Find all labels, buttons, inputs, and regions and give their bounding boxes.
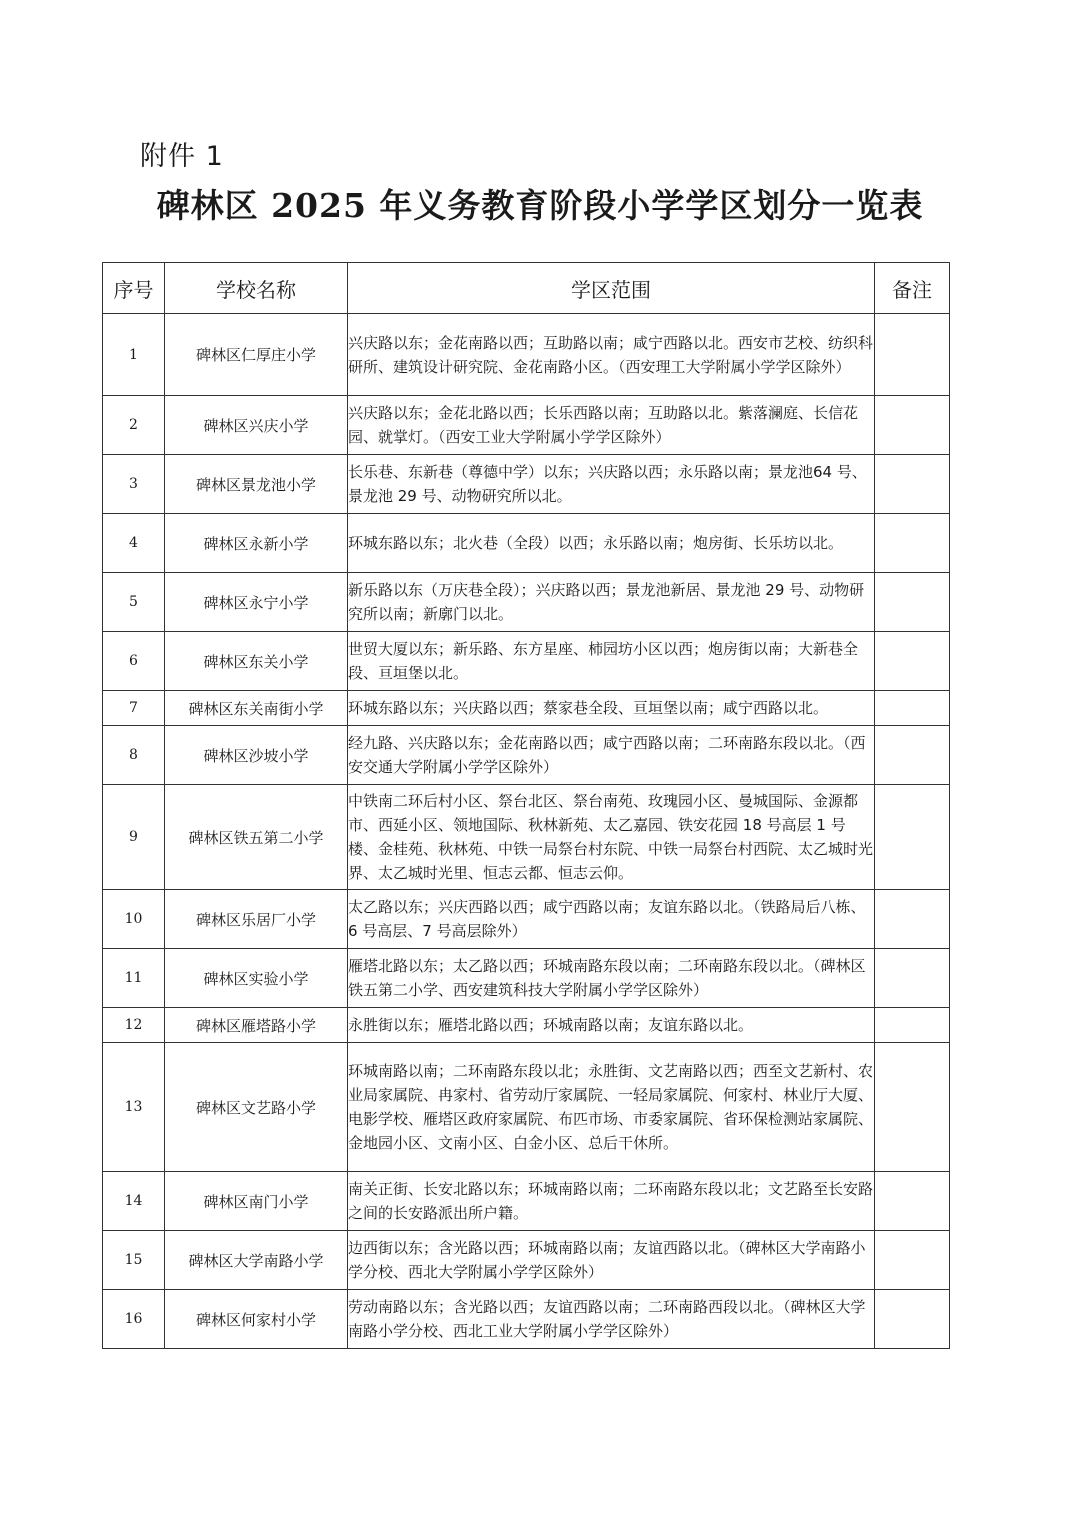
row-index: 12	[103, 1008, 165, 1043]
row-index: 16	[103, 1290, 165, 1349]
row-note	[875, 314, 950, 396]
row-index: 14	[103, 1172, 165, 1231]
row-range: 中铁南二环后村小区、祭台北区、祭台南苑、玫瑰园小区、曼城国际、金源都市、西延小区、领地国际、秋林新苑、太乙嘉园、铁安花园 18 号高层 1 号楼、金桂苑、秋林苑、中铁一局祭台村东院、中铁一局祭台村西院、太乙城时光界、太乙城时光里、恒志云都、恒志云仰。	[348, 785, 875, 890]
school-district-table	[102, 262, 950, 1349]
row-range: 环城南路以南；二环南路东段以北；永胜街、文艺南路以西；西至文艺新村、农业局家属院、冉家村、省劳动厅家属院、一轻局家属院、何家村、林业厅大厦、电影学校、雁塔区政府家属院、布匹市场、市委家属院、省环保检测站家属院、金地园小区、文南小区、白金小区、总后干休所。	[348, 1043, 875, 1172]
row-note	[875, 455, 950, 514]
table-row	[103, 632, 950, 691]
table-row	[103, 514, 950, 573]
row-range: 经九路、兴庆路以东；金花南路以西；咸宁西路以南；二环南路东段以北。（西安交通大学附属小学学区除外）	[348, 726, 875, 785]
table-row	[103, 396, 950, 455]
table-row	[103, 573, 950, 632]
table-row	[103, 1172, 950, 1231]
table-row	[103, 1290, 950, 1349]
row-range: 劳动南路以东；含光路以西；友谊西路以南；二环南路西段以北。（碑林区大学南路小学分校、西北工业大学附属小学学区除外）	[348, 1290, 875, 1349]
page-title: 碑林区 2025 年义务教育阶段小学学区划分一览表	[156, 186, 924, 225]
row-range: 世贸大厦以东；新乐路、东方星座、柿园坊小区以西；炮房街以南；大新巷全段、亘垣堡以北。	[348, 632, 875, 691]
table-header-row	[103, 263, 950, 314]
row-index: 15	[103, 1231, 165, 1290]
table-row	[103, 1231, 950, 1290]
row-school: 碑林区东关南街小学	[165, 691, 348, 726]
header-school: 学校名称	[165, 263, 348, 314]
row-school: 碑林区铁五第二小学	[165, 785, 348, 890]
row-school: 碑林区文艺路小学	[165, 1043, 348, 1172]
row-school: 碑林区沙坡小学	[165, 726, 348, 785]
row-school: 碑林区仁厚庄小学	[165, 314, 348, 396]
row-note	[875, 396, 950, 455]
table-row	[103, 726, 950, 785]
row-school: 碑林区景龙池小学	[165, 455, 348, 514]
row-range: 新乐路以东（万庆巷全段）；兴庆路以西；景龙池新居、景龙池 29 号、动物研究所以南；新廓门以北。	[348, 573, 875, 632]
header-range: 学区范围	[348, 263, 875, 314]
table-row	[103, 890, 950, 949]
header-note: 备注	[875, 263, 950, 314]
row-note	[875, 1172, 950, 1231]
row-index: 2	[103, 396, 165, 455]
row-note	[875, 1043, 950, 1172]
row-range: 环城东路以东；兴庆路以西；蔡家巷全段、亘垣堡以南；咸宁西路以北。	[348, 691, 875, 726]
row-index: 8	[103, 726, 165, 785]
row-index: 9	[103, 785, 165, 890]
table-row	[103, 949, 950, 1008]
row-school: 碑林区大学南路小学	[165, 1231, 348, 1290]
row-note	[875, 691, 950, 726]
row-range: 雁塔北路以东；太乙路以西；环城南路东段以南；二环南路东段以北。（碑林区铁五第二小学、西安建筑科技大学附属小学学区除外）	[348, 949, 875, 1008]
row-range: 太乙路以东；兴庆西路以西；咸宁西路以南；友谊东路以北。（铁路局后八栋、6 号高层、7 号高层除外）	[348, 890, 875, 949]
row-index: 1	[103, 314, 165, 396]
row-note	[875, 632, 950, 691]
table-row	[103, 785, 950, 890]
row-index: 4	[103, 514, 165, 573]
row-school: 碑林区实验小学	[165, 949, 348, 1008]
header-index: 序号	[103, 263, 165, 314]
row-range: 长乐巷、东新巷（尊德中学）以东；兴庆路以西；永乐路以南；景龙池64 号、景龙池 29 号、动物研究所以北。	[348, 455, 875, 514]
row-note	[875, 1231, 950, 1290]
table-row	[103, 455, 950, 514]
row-index: 10	[103, 890, 165, 949]
row-school: 碑林区永新小学	[165, 514, 348, 573]
row-note	[875, 514, 950, 573]
table-row	[103, 691, 950, 726]
row-note	[875, 949, 950, 1008]
attachment-label: 附件 1	[140, 141, 224, 172]
row-school: 碑林区南门小学	[165, 1172, 348, 1231]
row-index: 11	[103, 949, 165, 1008]
table-row	[103, 1008, 950, 1043]
row-range: 兴庆路以东；金花南路以西；互助路以南；咸宁西路以北。西安市艺校、纺织科研所、建筑设计研究院、金花南路小区。（西安理工大学附属小学学区除外）	[348, 314, 875, 396]
row-note	[875, 1290, 950, 1349]
row-index: 13	[103, 1043, 165, 1172]
row-range: 边西街以东；含光路以西；环城南路以南；友谊西路以北。（碑林区大学南路小学分校、西北大学附属小学学区除外）	[348, 1231, 875, 1290]
row-school: 碑林区雁塔路小学	[165, 1008, 348, 1043]
table-row	[103, 314, 950, 396]
row-range: 兴庆路以东；金花北路以西；长乐西路以南；互助路以北。紫落澜庭、长信花园、就掌灯。（西安工业大学附属小学学区除外）	[348, 396, 875, 455]
row-note	[875, 726, 950, 785]
row-note	[875, 890, 950, 949]
row-note	[875, 785, 950, 890]
table-row	[103, 1043, 950, 1172]
row-index: 7	[103, 691, 165, 726]
row-index: 3	[103, 455, 165, 514]
row-note	[875, 573, 950, 632]
row-index: 6	[103, 632, 165, 691]
row-school: 碑林区乐居厂小学	[165, 890, 348, 949]
row-range: 南关正街、长安北路以东；环城南路以南；二环南路东段以北；文艺路至长安路之间的长安路派出所户籍。	[348, 1172, 875, 1231]
row-school: 碑林区东关小学	[165, 632, 348, 691]
row-school: 碑林区何家村小学	[165, 1290, 348, 1349]
row-range: 环城东路以东；北火巷（全段）以西；永乐路以南；炮房街、长乐坊以北。	[348, 514, 875, 573]
row-range: 永胜街以东；雁塔北路以西；环城南路以南；友谊东路以北。	[348, 1008, 875, 1043]
row-school: 碑林区永宁小学	[165, 573, 348, 632]
row-school: 碑林区兴庆小学	[165, 396, 348, 455]
row-note	[875, 1008, 950, 1043]
row-index: 5	[103, 573, 165, 632]
